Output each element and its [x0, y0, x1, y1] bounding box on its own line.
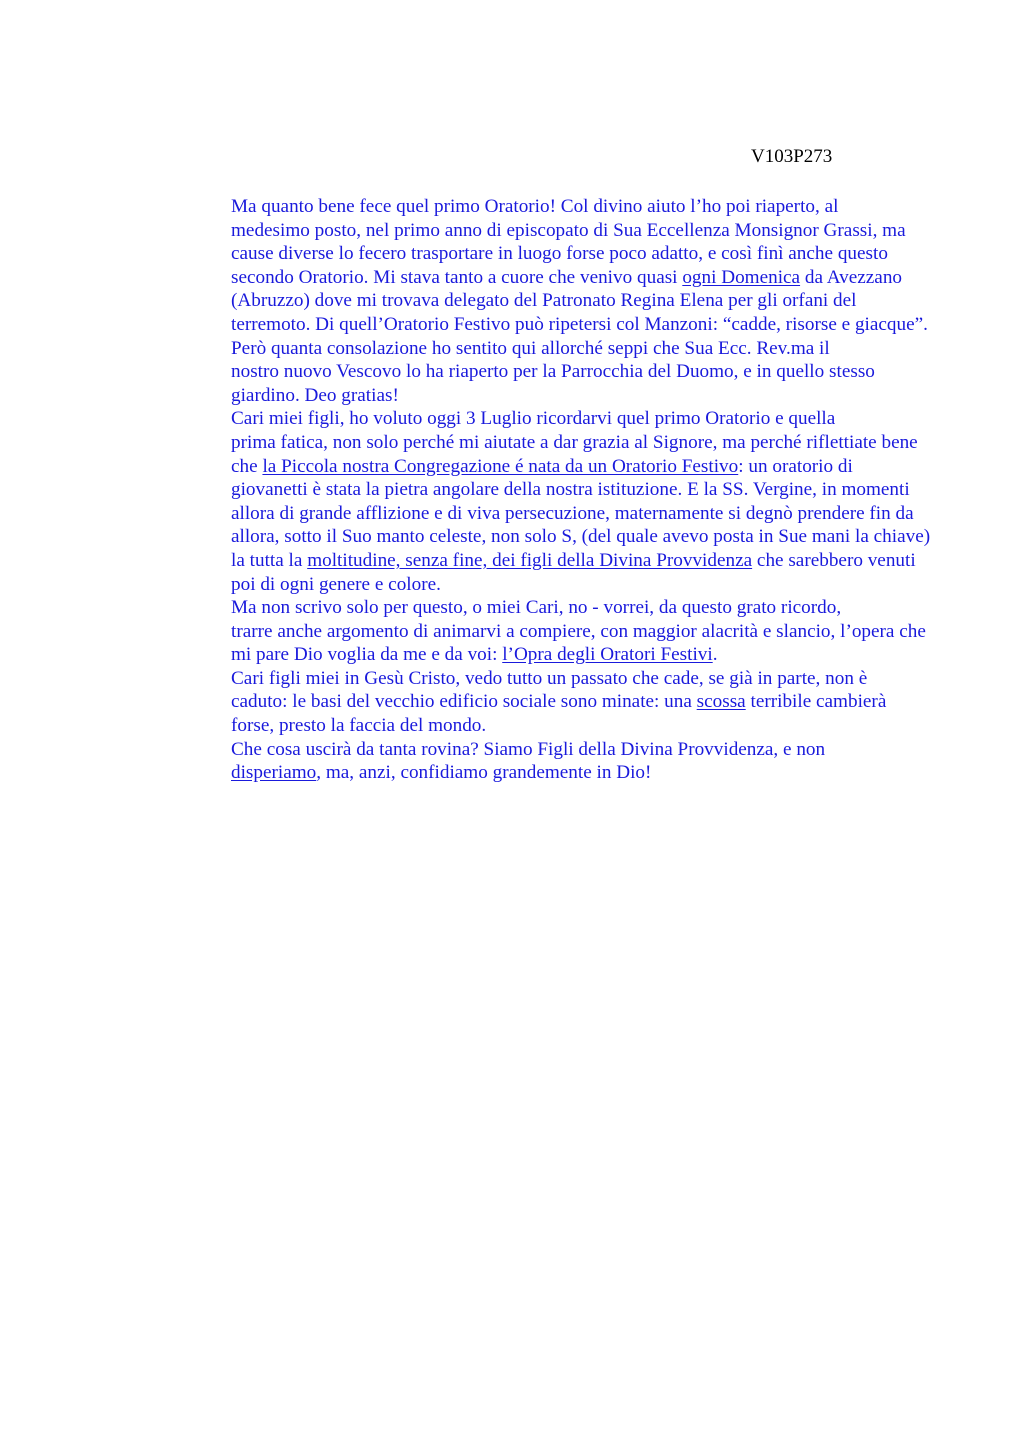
text-line [171, 525, 929, 549]
paragraph [171, 738, 929, 785]
text-run: la tutta la [231, 549, 308, 571]
paragraph [171, 337, 929, 408]
text-run: secondo Oratorio. Mi stava tanto a cuore che venivo quasi [231, 266, 683, 288]
text-run: terremoto. Di quell’Oratorio Festivo può ripetersi col Manzoni: “cadde, risorse e giacque”. [231, 313, 928, 335]
text-line [171, 384, 929, 408]
text-run: da Avezzano [800, 266, 903, 288]
text-run: cause diverse lo fecero trasportare in luogo forse poco adatto, e così finì anche questo [231, 243, 888, 265]
text-line [171, 455, 929, 479]
text-line [171, 643, 929, 667]
text-run: giardino. Deo gratias! [231, 384, 399, 406]
text-line [171, 242, 929, 266]
text-line [171, 549, 929, 573]
text-run: Cari miei figli, ho voluto oggi 3 Luglio ricordarvi quel primo Oratorio e quella [231, 408, 836, 430]
underlined-text: scossa [696, 691, 746, 713]
text-run: che sarebbero venuti [752, 549, 916, 571]
text-line [171, 219, 929, 243]
text-line [171, 738, 929, 762]
text-line [171, 761, 929, 785]
text-line [171, 502, 929, 526]
text-run: . [712, 644, 718, 666]
paragraph [171, 596, 929, 667]
underlined-text: disperiamo [231, 762, 317, 784]
text-line [171, 667, 929, 691]
text-run: (Abruzzo) dove mi trovava delegato del Patronato Regina Elena per gli orfani del [231, 290, 857, 312]
text-line [171, 337, 929, 361]
underlined-text: l’Opra degli Oratori Festivi [502, 644, 713, 666]
text-run: terribile cambierà [745, 691, 887, 713]
text-run: medesimo posto, nel primo anno di episcopato di Sua Eccellenza Monsignor Grassi, ma [231, 219, 906, 241]
document-body [171, 195, 929, 785]
text-run: che [231, 455, 263, 477]
text-line [171, 360, 929, 384]
text-line [171, 478, 929, 502]
text-run: Che cosa uscirà da tanta rovina? Siamo Figli della Divina Provvidenza, e non [231, 738, 826, 760]
text-run: allora, sotto il Suo manto celeste, non solo S, (del quale avevo posta in Sue mani la chiave) [231, 526, 931, 548]
text-run: poi di ogni genere e colore. [231, 573, 441, 595]
underlined-text: moltitudine, senza fine, dei figli della Divina Provvidenza [307, 549, 753, 571]
text-run: nostro nuovo Vescovo lo ha riaperto per la Parrocchia del Duomo, e in quello stesso [231, 361, 875, 383]
text-run: giovanetti è stata la pietra angolare della nostra istituzione. E la SS. Vergine, in momenti [231, 479, 910, 501]
text-run: : un oratorio di [738, 455, 853, 477]
text-line [171, 266, 929, 290]
text-run: forse, presto la faccia del mondo. [231, 715, 487, 737]
text-line [171, 714, 929, 738]
text-line [171, 407, 929, 431]
document-code: V103P273 [751, 146, 833, 167]
text-run: caduto: le basi del vecchio edificio sociale sono minate: una [231, 691, 697, 713]
text-run: , ma, anzi, confidiamo grandemente in Dio! [316, 762, 652, 784]
text-run: trarre anche argomento di animarvi a compiere, con maggior alacrità e slancio, l’opera che [231, 620, 926, 642]
text-line [171, 195, 929, 219]
paragraph [171, 667, 929, 738]
text-run: prima fatica, non solo perché mi aiutate a dar grazia al Signore, ma perché riflettiate bene [231, 431, 918, 453]
text-line [171, 313, 929, 337]
text-line [171, 620, 929, 644]
text-run: Ma non scrivo solo per questo, o miei Cari, no - vorrei, da questo grato ricordo, [231, 597, 842, 619]
underlined-text: la Piccola nostra Congregazione é nata da un Oratorio Festivo [262, 455, 739, 477]
paragraph [171, 407, 929, 596]
paragraph [171, 195, 929, 337]
text-run: allora di grande afflizione e di viva persecuzione, maternamente si degnò prendere fin da [231, 502, 914, 524]
underlined-text: ogni Domenica [682, 266, 801, 288]
text-line [171, 431, 929, 455]
text-run: mi pare Dio voglia da me e da voi: [231, 644, 503, 666]
text-run: Cari figli miei in Gesù Cristo, vedo tutto un passato che cade, se già in parte, non è [231, 667, 868, 689]
text-line [171, 690, 929, 714]
text-line [171, 596, 929, 620]
text-run: Ma quanto bene fece quel primo Oratorio! Col divino aiuto l’ho poi riaperto, al [231, 196, 839, 217]
text-run: Però quanta consolazione ho sentito qui allorché seppi che Sua Ecc. Rev.ma il [231, 337, 830, 359]
text-line [171, 289, 929, 313]
text-line [171, 573, 929, 597]
